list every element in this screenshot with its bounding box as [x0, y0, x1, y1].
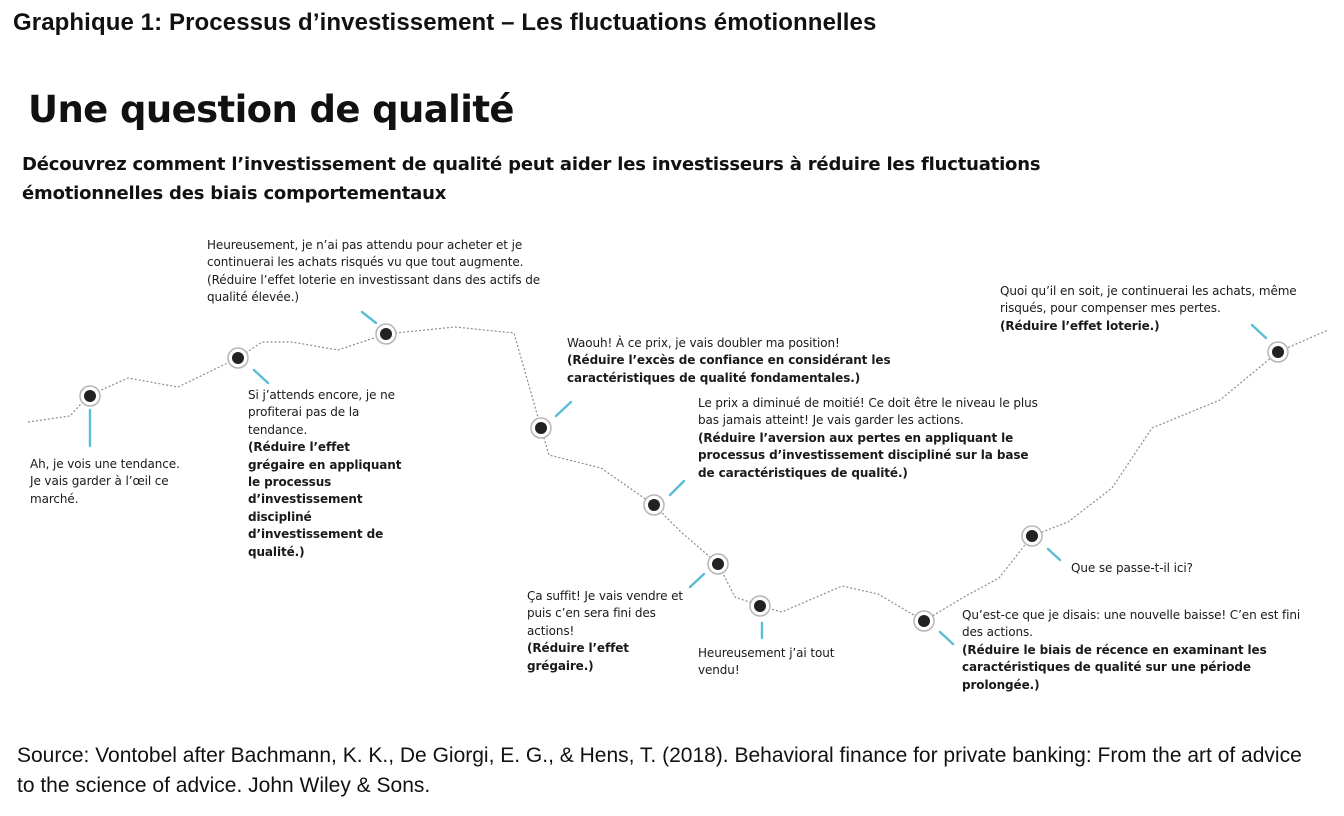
marker-5: [708, 554, 728, 574]
connector-4: [670, 481, 684, 495]
annotation-8: [1071, 560, 1241, 577]
annotation-2-text: Heureusement, je n’ai pas attendu pour acheter et je continuerai les achats risqués vu que tout augmente. (Réduire l’effet loterie en investissant dans des actifs de qualité élevée.): [207, 238, 540, 305]
marker-1: [228, 348, 248, 368]
marker-9: [1268, 342, 1288, 362]
marker-0: [80, 386, 100, 406]
subheadline: Découvrez comment l’investissement de qualité peut aider les investisseurs à réduire les fluctuations émotionnelles des biais comportementaux: [22, 154, 1041, 204]
annotation-2: [207, 237, 561, 307]
connector-2: [362, 312, 376, 323]
annotation-3-text: Waouh! À ce prix, je vais doubler ma position!: [567, 336, 840, 350]
annotation-6: [698, 645, 864, 680]
annotation-0-text: Ah, je vois une tendance. Je vais garder à l’œil ce marché.: [30, 457, 180, 506]
annotation-7-emphasis: (Réduire le biais de récence en examinant les caractéristiques de qualité sur une période prolongée.): [962, 642, 1267, 692]
annotation-5-text: Ça suffit! Je vais vendre et puis c’en sera fini des actions!: [527, 589, 683, 638]
marker-3: [531, 418, 551, 438]
annotation-1-text: Si j’attends encore, je ne profiterai pas de la tendance.: [248, 388, 395, 437]
headline: Une question de qualité: [28, 88, 514, 131]
annotation-9-text: Quoi qu’il en soit, je continuerai les achats, même risqués, pour compenser mes pertes.: [1000, 284, 1297, 316]
annotation-4-emphasis: (Réduire l’aversion aux pertes en appliquant le processus d’investissement discipliné sur la base de caractéristiques de qualité.): [698, 430, 1029, 480]
annotation-1-emphasis: (Réduire l’effet grégaire en appliquant le processus d’investissement discipliné d’investissement de qualité.): [248, 440, 402, 559]
annotation-5-emphasis: (Réduire l’effet grégaire.): [527, 641, 629, 673]
source-citation: Source: Vontobel after Bachmann, K. K., De Giorgi, E. G., & Hens, T. (2018). Behavioral finance for private banking: From the art of advice to the science of advice. John Wiley & Sons.: [17, 744, 1302, 797]
marker-4: [644, 495, 664, 515]
marker-8: [1022, 526, 1042, 546]
marker-2: [376, 324, 396, 344]
connector-5: [690, 574, 704, 587]
annotation-6-text: Heureusement j’ai tout vendu!: [698, 646, 835, 678]
annotation-4: [698, 395, 1048, 482]
annotation-7-text: Qu’est-ce que je disais: une nouvelle baisse! C’en est fini des actions.: [962, 608, 1301, 640]
connector-7: [940, 632, 953, 644]
annotation-9-emphasis: (Réduire l’effet loterie.): [1000, 318, 1160, 333]
annotation-4-text: Le prix a diminué de moitié! Ce doit être le niveau le plus bas jamais atteint! Je vais garder les actions.: [698, 396, 1038, 428]
annotation-9: [1000, 283, 1330, 335]
annotation-1: [248, 387, 410, 561]
annotation-7: [962, 607, 1312, 694]
connector-3: [556, 402, 571, 416]
annotation-8-text: Que se passe-t-il ici?: [1071, 561, 1193, 575]
annotation-3: [567, 335, 902, 387]
annotation-5: [527, 588, 693, 675]
connector-1: [254, 370, 268, 383]
annotation-0: [30, 456, 192, 508]
marker-7: [914, 611, 934, 631]
figure-title: Graphique 1: Processus d’investissement – Les fluctuations émotionnelles: [13, 9, 877, 36]
annotation-3-emphasis: (Réduire l’excès de confiance en considérant les caractéristiques de qualité fondamentales.): [567, 353, 891, 385]
connector-8: [1048, 549, 1060, 560]
marker-6: [750, 596, 770, 616]
